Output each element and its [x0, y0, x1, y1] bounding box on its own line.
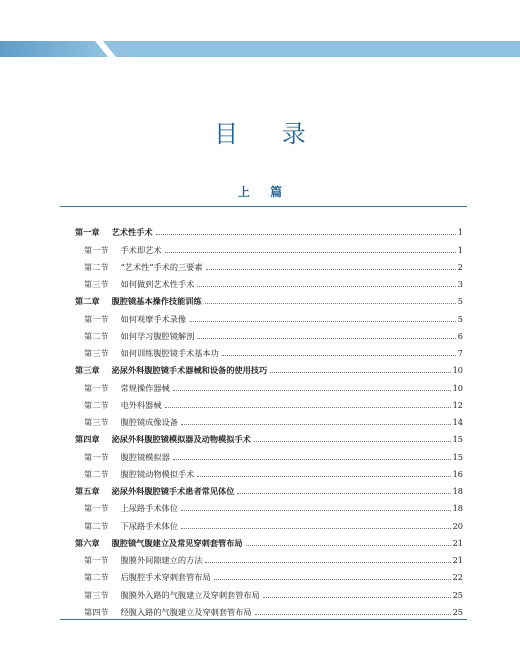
toc-page-number: 15: [452, 451, 463, 462]
toc-section-entry[interactable]: [75, 444, 463, 461]
toc-entry-number: 第三节: [84, 348, 109, 358]
toc-dot-leader: [197, 338, 456, 339]
toc-entry-number: 第三章: [75, 365, 100, 376]
toc-entry-number: 第一章: [75, 227, 100, 238]
toc-entry-title: 艺术性手术: [111, 227, 153, 238]
toc-dot-leader: [205, 562, 450, 563]
toc-section-entry[interactable]: [75, 272, 463, 289]
toc-page-number: 16: [452, 468, 463, 479]
toc-entry-number: 第二节: [84, 468, 109, 479]
toc-dot-leader: [270, 372, 450, 373]
toc-section-entry[interactable]: [75, 410, 463, 427]
toc-section-entry[interactable]: [75, 237, 463, 254]
toc-entry-title: 如何学习腹腔镜解剖: [120, 330, 195, 341]
toc-dot-leader: [254, 441, 451, 442]
toc-entry-title: 如何做到艺术性手术: [120, 279, 195, 289]
toc-page-number: 20: [452, 520, 463, 531]
toc-dot-leader: [181, 424, 451, 425]
toc-entry-number: 第一节: [84, 503, 109, 514]
toc-dot-leader: [165, 252, 456, 253]
toc-entry-title: 如何观摩手术录像: [120, 313, 187, 324]
toc-chapter-entry[interactable]: [75, 220, 463, 237]
toc-page-number: 18: [452, 486, 463, 496]
toc-page-number: 12: [452, 399, 463, 410]
toc-entry-title: 泌尿外科腹腔镜模拟器及动物模拟手术: [111, 434, 251, 445]
toc-section-entry[interactable]: [75, 565, 463, 582]
toc-page-number: 14: [452, 417, 463, 427]
toc-entry-title: 腹腔镜动物模拟手术: [120, 468, 195, 479]
toc-entry-title: 腹腔镜气腹建立及常见穿刺套管布局: [111, 537, 243, 548]
toc-dot-leader: [246, 545, 451, 546]
toc-section-entry[interactable]: [75, 600, 463, 617]
toc-section-entry[interactable]: [75, 548, 463, 565]
rule-top: [60, 206, 467, 207]
toc-section-entry[interactable]: [75, 375, 463, 392]
toc-dot-leader: [181, 510, 451, 511]
toc-entry-number: 第二节: [84, 520, 109, 531]
toc-entry-number: 第一节: [84, 313, 109, 324]
toc-chapter-entry[interactable]: [75, 479, 463, 496]
toc-chapter-entry[interactable]: [75, 289, 463, 306]
toc-page-number: 5: [457, 313, 463, 324]
toc-entry-title: 腹腔镜成像设备: [120, 417, 178, 427]
toc-entry-title: 上尿路手术体位: [120, 503, 178, 514]
toc-page-number: 18: [452, 503, 463, 514]
toc-section-entry[interactable]: [75, 496, 463, 513]
toc-dot-leader: [263, 597, 451, 598]
toc-section-entry[interactable]: [75, 462, 463, 479]
toc-dot-leader: [173, 459, 451, 460]
toc-entry-number: 第一节: [84, 555, 109, 565]
toc-entry-number: 第六章: [75, 537, 100, 548]
toc-entry-title: “艺术性”手术的三要素: [120, 261, 203, 272]
toc-dot-leader: [156, 234, 456, 235]
toc-page-number: 7: [457, 348, 463, 358]
toc-page-number: 21: [452, 537, 463, 548]
toc-chapter-entry[interactable]: [75, 358, 463, 375]
toc-entry-title: 腹腔镜基本操作技能训练: [111, 296, 202, 307]
toc-entry-number: 第一节: [84, 382, 109, 393]
toc-dot-leader: [237, 493, 450, 494]
toc-entry-number: 第二节: [84, 399, 109, 410]
toc-entry-number: 第四节: [84, 606, 109, 617]
toc-page-number: 21: [452, 555, 463, 565]
toc-chapter-entry[interactable]: [75, 427, 463, 444]
toc-page-number: 22: [452, 572, 463, 583]
toc-page-number: 10: [452, 382, 463, 393]
toc-section-entry[interactable]: [75, 393, 463, 410]
page-title: 目 录: [214, 120, 324, 148]
toc-page-number: 25: [452, 589, 463, 600]
toc-section-entry[interactable]: [75, 324, 463, 341]
toc-page-number: 1: [457, 244, 463, 255]
toc-chapter-entry[interactable]: [75, 531, 463, 548]
toc-entry-title: 泌尿外科腹腔镜手术器械和设备的使用技巧: [111, 365, 268, 376]
toc-page-number: 1: [457, 227, 463, 238]
toc-dot-leader: [206, 269, 456, 270]
toc-page-number: 6: [457, 330, 463, 341]
toc-dot-leader: [222, 355, 456, 356]
toc-dot-leader: [181, 528, 451, 529]
toc-page-number: 15: [452, 434, 463, 445]
toc-entry-number: 第三节: [84, 279, 109, 289]
toc-section-entry[interactable]: [75, 582, 463, 599]
toc-entry-title: 腹膜外入路的气腹建立及穿刺套管布局: [120, 589, 260, 600]
toc-entry-number: 第三节: [84, 589, 109, 600]
toc-page-number: 2: [457, 261, 463, 272]
toc-entry-title: 泌尿外科腹腔镜手术患者常见体位: [111, 486, 235, 496]
toc-entry-number: 第四章: [75, 434, 100, 445]
toc-entry-number: 第二章: [75, 296, 100, 307]
toc-dot-leader: [197, 286, 456, 287]
toc-entry-title: 后腹腔手术穿刺套管布局: [120, 572, 211, 583]
toc-entry-number: 第一节: [84, 244, 109, 255]
toc-page-number: 5: [457, 296, 463, 307]
part-heading: 上 篇: [237, 185, 291, 199]
header-band: [0, 41, 520, 57]
toc-entry-number: 第五章: [75, 486, 100, 496]
toc-dot-leader: [165, 407, 451, 408]
toc-dot-leader: [197, 476, 450, 477]
toc-entry-number: 第二节: [84, 572, 109, 583]
toc-entry-title: 腹腔镜模拟器: [120, 451, 170, 462]
toc-entry-number: 第一节: [84, 451, 109, 462]
toc-entry-title: 如何训练腹腔镜手术基本功: [120, 348, 219, 358]
toc-entry-title: 经腹入路的气腹建立及穿刺套管布局: [120, 606, 252, 617]
toc-section-entry[interactable]: [75, 341, 463, 358]
toc-page-number: 10: [452, 365, 463, 376]
toc-section-entry[interactable]: [75, 513, 463, 530]
toc-entry-title: 电外科器械: [120, 399, 162, 410]
toc-dot-leader: [173, 390, 451, 391]
toc-entry-number: 第二节: [84, 330, 109, 341]
table-of-contents: [75, 220, 463, 617]
toc-entry-title: 腹膜外间隙建立的方法: [120, 555, 203, 565]
toc-dot-leader: [205, 303, 456, 304]
toc-entry-title: 常规操作器械: [120, 382, 170, 393]
toc-page-number: 25: [452, 606, 463, 617]
toc-section-entry[interactable]: [75, 255, 463, 272]
toc-section-entry[interactable]: [75, 306, 463, 323]
toc-dot-leader: [255, 614, 451, 615]
toc-entry-title: 下尿路手术体位: [120, 520, 178, 531]
toc-entry-number: 第二节: [84, 261, 109, 272]
toc-dot-leader: [214, 579, 451, 580]
rule-bottom: [60, 619, 467, 620]
toc-page-number: 3: [457, 279, 463, 289]
toc-entry-title: 手术即艺术: [120, 244, 162, 255]
toc-entry-number: 第三节: [84, 417, 109, 427]
toc-dot-leader: [189, 321, 456, 322]
